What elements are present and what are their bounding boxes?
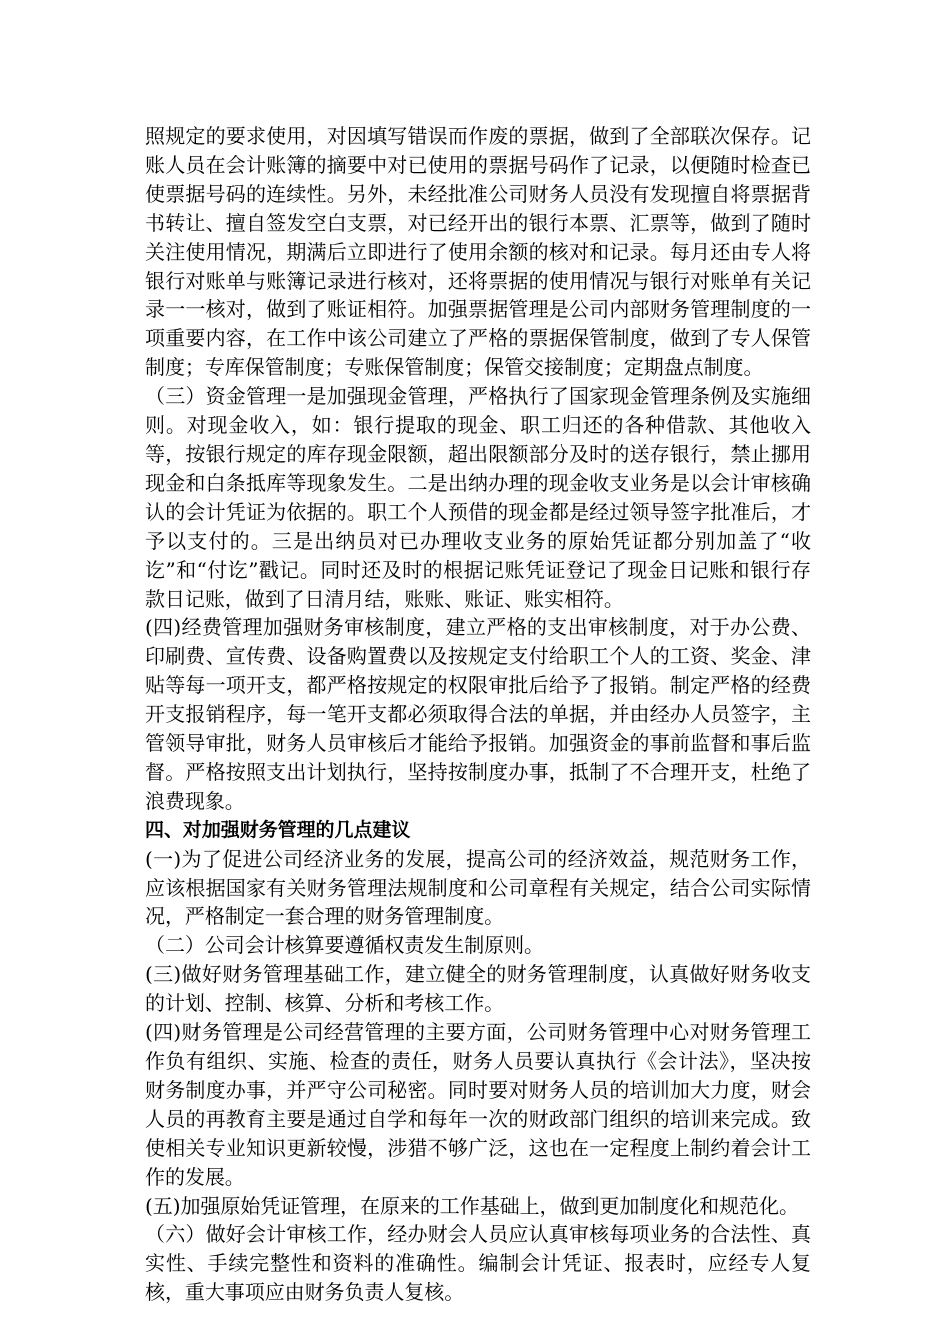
suggestion-3: (三)做好财务管理基础工作，建立健全的财务管理制度，认真做好财务收支的计划、控制、核算、分析和考核工作。 xyxy=(145,962,811,1016)
suggestion-1: (一)为了促进公司经济业务的发展，提高公司的经济效益，规范财务工作，应该根据国家有关财务管理法规制度和公司章程有关规定，结合公司实际情况，严格制定一套合理的财务管理制度。 xyxy=(145,846,811,929)
document-body xyxy=(145,122,811,1307)
section-heading: 四、对加强财务管理的几点建议 xyxy=(145,818,411,841)
paragraph-fund-management: （三）资金管理一是加强现金管理，严格执行了国家现金管理条例及实施细则。对现金收入，如：银行提取的现金、职工归还的各种借款、其他收入等，按银行规定的库存现金限额，超出限额部分及时的送存银行，禁止挪用现金和白条抵库等现象发生。二是出纳办理的现金收支业务是以会计审核确认的会计凭证为依据的。职工个人预借的现金都是经过领导签字批准后，才予以支付的。三是出纳员对已办理收支业务的原始凭证都分别加盖了“收讫”和“付讫”戳记。同时还及时的根据记账凭证登记了现金日记账和银行存款日记账，做到了日清月结，账账、账证、账实相符。 xyxy=(145,384,811,611)
suggestion-4: (四)财务管理是公司经营管理的主要方面，公司财务管理中心对财务管理工作负有组织、实施、检查的责任，财务人员要认真执行《会计法》，坚决按财务制度办事，并严守公司秘密。同时要对财务人员的培训加大力度，财会人员的再教育主要是通过自学和每年一次的财政部门组织的培训来完成。致使相关专业知识更新较慢，涉猎不够广泛，这也在一定程度上制约着会计工作的发展。 xyxy=(145,1020,811,1189)
suggestion-6: （六）做好会计审核工作，经办财会人员应认真审核每项业务的合法性、真实性、手续完整性和资料的准确性。编制会计凭证、报表时，应经专人复核，重大事项应由财务负责人复核。 xyxy=(145,1222,811,1305)
suggestion-5: (五)加强原始凭证管理，在原来的工作基础上，做到更加制度化和规范化。 xyxy=(145,1193,799,1218)
paragraph-expense-management: (四)经费管理加强财务审核制度，建立严格的支出审核制度，对于办公费、印刷费、宣传费、设备购置费以及按规定支付给职工个人的工资、奖金、津贴等每一项开支，都严格按规定的权限审批后给予了报销。制定严格的经费开支报销程序，每一笔开支都必须取得合法的单据，并由经办人员签字，主管领导审批，财务人员审核后才能给予报销。加强资金的事前监督和事后监督。严格按照支出计划执行，坚持按制度办事，抵制了不合理开支，杜绝了浪费现象。 xyxy=(145,615,811,813)
paragraph-bill-management: 照规定的要求使用，对因填写错误而作废的票据，做到了全部联次保存。记账人员在会计账簿的摘要中对已使用的票据号码作了记录，以便随时检查已使票据号码的连续性。另外，未经批准公司财务人员没有发现擅自将票据背书转让、擅自签发空白支票，对已经开出的银行本票、汇票等，做到了随时关注使用情况，期满后立即进行了使用余额的核对和记录。每月还由专人将银行对账单与账簿记录进行核对，还将票据的使用情况与银行对账单有关记录一一核对，做到了账证相符。加强票据管理是公司内部财务管理制度的一项重要内容，在工作中该公司建立了严格的票据保管制度，做到了专人保管制度；专库保管制度；专账保管制度；保管交接制度；定期盘点制度。 xyxy=(145,124,811,380)
suggestion-2: （二）公司会计核算要遵循权责发生制原则。 xyxy=(145,933,544,958)
